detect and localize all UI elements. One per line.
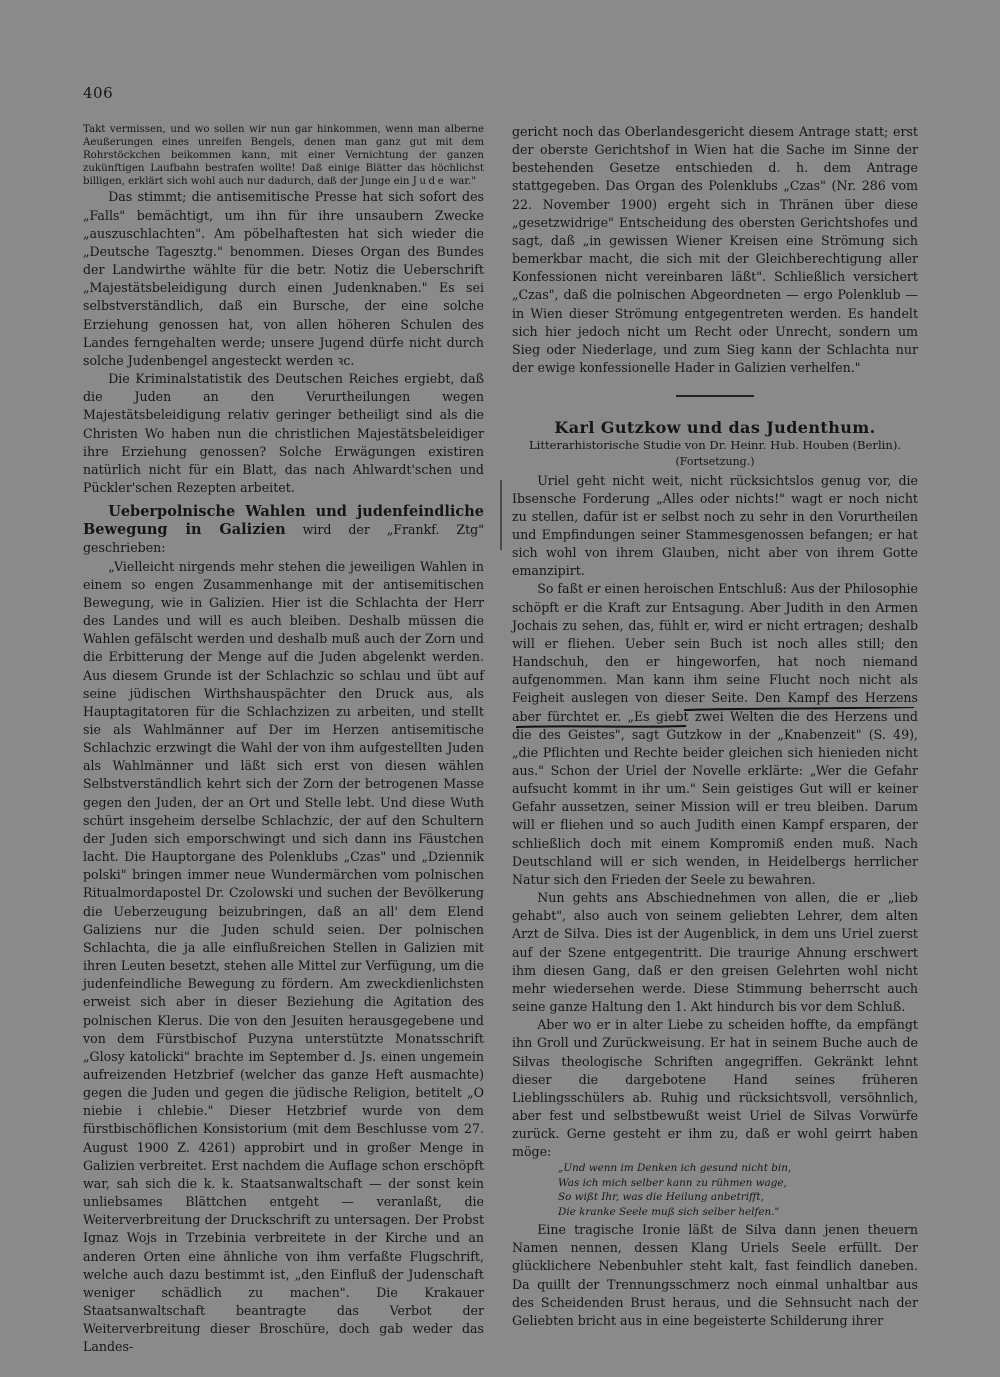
left-column: [83, 123, 484, 1356]
paragraph-irony: Eine tragische Ironie läßt de Silva dann jenen theuern Namen nennen, dessen Klang Uriels Seele erfüllt. Der glücklichere Nebenbuhler steht kalt, fast feindlich daneben. Da quillt der Trennungsschmerz noch einmal unhaltbar aus des Scheidenden Brust heraus, und die Sehnsucht nach der Geliebten bricht aus in eine begeisterte Schilderung ihrer: [512, 1222, 918, 1328]
paragraph-galizien-intro: [83, 503, 484, 557]
paragraph-uriel: Uriel geht nicht weit, nicht rücksichtslos genug vor, die Ibsensche Forderung „Alles oder nichts!" wagt er noch nicht zu stellen, dafür ist er selbst noch zu sehr in den Vorurtheilen und Empfindungen seiner Stammesgenossen befangen; er hat sich wohl von ihrem Glauben, nicht aber von ihrem Gotte emanzipirt.: [512, 472, 918, 579]
section-heading: Ueberpolnische Wahlen und judenfeindliche Bewegung in Galizien: [83, 503, 484, 539]
poem-line: So wißt Ihr, was die Heilung anbetrifft,: [558, 1191, 764, 1204]
paragraph-continued: gericht noch das Oberlandesgericht diesem Antrage statt; erst der oberste Gerichtshof in Wien hat die Sache im Sinne der bestehenden Gesetze entschieden d. h. dem Antrage stattgegeben. Das Organ des Polenklubs „Czas" (Nr. 286 vom 22. November 1900) ergeht sich in Thränen über diese „gesetzwidrige" Entscheidung des obersten Gerichtshofes und sagt, daß „in gewissen Wiener Kreisen eine Strömung sich bemerkbar macht, die sich mit der Gleichberechtigung aller Konfessionen nicht vereinbaren läßt". Schließlich versichert „Czas", daß die polnischen Abgeordneten — ergo Polenklub — in Wien dieser Strömung entgegentreten werden. Es handelt sich hier jedoch nicht um Recht oder Unrecht, sondern um Sieg oder Niederlage, und zum Sieg kann der Schlachta nur der ewige konfessionelle Hader in Galizien verhelfen.": [512, 124, 918, 376]
paragraph-galizien: „Vielleicht nirgends mehr stehen die jeweiligen Wahlen in einem so engen Zusammenhange mit der antisemitischen Bewegung, wie in Galizien. Hier ist die Schlachta der Herr des Landes und will es auch bleiben. Deshalb müssen die Wahlen gefälscht werden und deshalb muß auch der Zorn und die Erbitterung der Menge auf die Juden abgelenkt werden. Aus diesem Grunde ist der Schlachzic so schlau und übt auf seine jüdischen Wirthshauspächter den Druck aus, als Hauptagitatoren für die Schlachzizen zu arbeiten, und stellt sie als Wahlmänner auf Der im Herzen antisemitische Schlachzic erzwingt die Wahl der von ihm aufgestellten Juden als Wahlmänner und läßt sich erst von diesen wählen Selbstverständlich kehrt sich der Zorn der betrogenen Masse gegen den Juden, der an Ort und Stelle lebt. Und diese Wuth schürt insgeheim derselbe Schlachzic, der auf den Schultern der Juden sich emporschwingt und sich dann ins Fäustchen lacht. Die Hauptorgane des Polenklubs „Czas" und „Dziennik polski" bringen immer neue Wundermärchen vom polnischen Ritualmordapostel Dr. Czolowski und suchen der Bevölkerung die Ueberzeugung beizubringen, daß an all' dem Elend Galiziens nur die Juden schuld seien. Der polnischen Schlachta, die ja alle einflußreichen Stellen in Galizien mit ihren Leuten besetzt, stehen alle Mittel zur Verfügung, um die judenfeindliche Bewegung zu fördern. Am zweckdienlichsten erweist sich aber in dieser Beziehung die Agitation des polnischen Klerus. Die von den Jesuiten herausgegebene und von dem Fürstbischof Puzyna unterstützte Monatsschrift „Glosy katolicki" brachte im September d. Js. einen ungemein aufreizenden Hetzbrief (welcher das ganze Heft ausmachte) gegen die Juden und gegen die jüdische Religion, betitelt „O niebie i chlebie." Dieser Hetzbrief wurde von dem fürstbischöflichen Konsistorium (mit dem Beschlusse vom 27. August 1900 Z. 4261) approbirt und in großer Menge in Galizien verbreitet. Erst nachdem die Auflage schon erschöpft war, sah sich die k. k. Staatsanwaltschaft — der sonst kein unliebsames Blättchen entgeht — veranlaßt, die Weiterverbreitung der Druckschrift zu untersagen. Der Probst Ignaz Wojs in Trzebinia verbreitete in der Kirche und an anderen Orten eine ähnliche von ihm verfaßte Flugschrift, welche auch dazu bestimmt ist, „den Einfluß der Judenschaft weniger schädlich zu machen". Die Krakauer Staatsanwaltschaft beantragte das Verbot der Weiterverbreitung dieser Broschüre, doch gab weder das Landes-: [83, 558, 484, 1355]
quote-ending-tail: war.": [449, 176, 477, 188]
poem-quote: [558, 1161, 918, 1219]
paragraph-decision: So faßt er einen heroischen Entschluß: Aus der Philosophie schöpft er die Kraft zur Entsagung. Aber Judith in den Armen Jochais zu sehen, das, fühlt er, wird er nicht ertragen; deshalb will er fliehen. Ueber sein Buch ist noch alles still; den Handschuh, den er hingeworfen, hat noch niemand aufgenommen. Man kann ihm seine Flucht noch nicht als Feigheit auslegen von dieser Seite. Den Kampf des Herzens aber fürchtet er. „Es giebt zwei Welten die des Herzens und die des Geistes", sagt Gutzkow in der „Knabenzeit" (S. 49), „die Pflichten und Rechte beider gleichen sich hienieden nicht aus." Schon der Uriel der Novelle erklärte: „Wer die Gefahr aufsucht kommt in ihr um." Sein geistiges Gut will er keiner Gefahr aussetzen, seiner Mission will er treu bleiben. Darum will er fliehen und so auch Judith einen Kampf ersparen, der schließlich doch mit einem Kompromiß enden muß. Nach Deutschland will er sich wenden, in Heidelbergs herrlicher Natur sich den Frieden der Seele zu bewahren.: [512, 581, 918, 887]
paragraph-farewell: Nun gehts ans Abschiednehmen von allen, die er „lieb gehabt", also auch von seinem geliebten Lehrer, dem alten Arzt de Silva. Dies ist der Augenblick, in dem uns Uriel zuerst auf der Szene entgegentritt. Die traurige Ahnung erschwert ihm diesen Gang, daß er den greisen Gelehrten wohl nicht mehr wiedersehen werde. Diese Stimmung beherrscht auch seine ganze Haltung den 1. Akt hindurch bis vor dem Schluß.: [512, 890, 918, 1015]
paragraph-statistics: Die Kriminalstatistik des Deutschen Reiches ergiebt, daß die Juden an den Verurtheilungen wegen Majestätsbeleidigung relativ geringer betheiligt sind als die Christen Wo haben nun die christlichen Majestätsbeleidiger ihre Erziehung genossen? Solche Erwägungen existiren natürlich nicht für ein Blatt, das nach Ahlwardt'schen und Pückler'schen Rezepten arbeitet.: [83, 371, 484, 495]
paragraph-silva: Aber wo er in alter Liebe zu scheiden hoffte, da empfängt ihn Groll und Zurückweisung. Er hat in seinem Buche auch de Silvas theologische Schriften angegriffen. Gekränkt lehnt dieser die dargebotene Hand seines früheren Lieblingsschülers ab. Ruhig und rücksichtsvoll, versöhnlich, aber fest und selbstbewußt weist Uriel de Silvas Vorwürfe zurück. Gerne gesteht er ihm zu, daß er wohl geirrt haben möge:: [512, 1017, 918, 1160]
section-divider: [676, 395, 754, 397]
poem-line: Die kranke Seele muß sich selber helfen.": [558, 1205, 780, 1218]
quote-ending: [83, 123, 484, 188]
article-title: Karl Gutzkow und das Judenthum.: [554, 418, 876, 438]
spaced-word: Jude: [412, 176, 447, 188]
scan-artifact: [500, 480, 502, 550]
section-heading-after: wird der „Frankf. Ztg" geschrieben:: [83, 522, 484, 556]
page-number: 406: [83, 84, 114, 102]
quote-ending-text: Takt vermissen, und wo sollen wir nun gar hinkommen, wenn man alberne Aeußerungen eines unreifen Bengels, denen man ganz gut mit dem Rohrstöckchen beikommen kann, mit einer Vernichtung der ganzen zukünftigen Laufbahn bestrafen wollte! Daß einige Blätter das höchlichst billigen, erklärt sich wohl auch nur dadurch, daß der Junge ein: [83, 124, 484, 188]
article-subtitle: Litterarhistorische Studie von Dr. Heinr. Hub. Houben (Berlin).: [528, 438, 902, 453]
paragraph-press: Das stimmt; die antisemitische Presse hat sich sofort des „Falls" bemächtigt, um ihn für ihre unsaubern Zwecke „auszuschlachten". Am pöbelhaftesten hat sich wieder die „Deutsche Tagesztg." benommen. Dieses Organ des Bundes der Landwirthe wählte für die betr. Notiz die Ueberschrift „Majestätsbeleidigung durch einen Judenknaben." Es sei selbstverständlich, daß ein Bursche, der eine solche Erziehung genossen hat, von allen höheren Schulen des Landes ferngehalten werde; unsere Jugend dürfe nicht durch solche Judenbengel angesteckt werden ꝛc.: [83, 189, 484, 368]
poem-line: Was ich mich selber kann zu rühmen wage,: [558, 1176, 787, 1189]
poem-line: „Und wenn im Denken ich gesund nicht bin,: [558, 1162, 792, 1175]
right-column: [512, 123, 918, 1330]
article-continuation-note: (Fortsetzung.): [675, 455, 755, 469]
